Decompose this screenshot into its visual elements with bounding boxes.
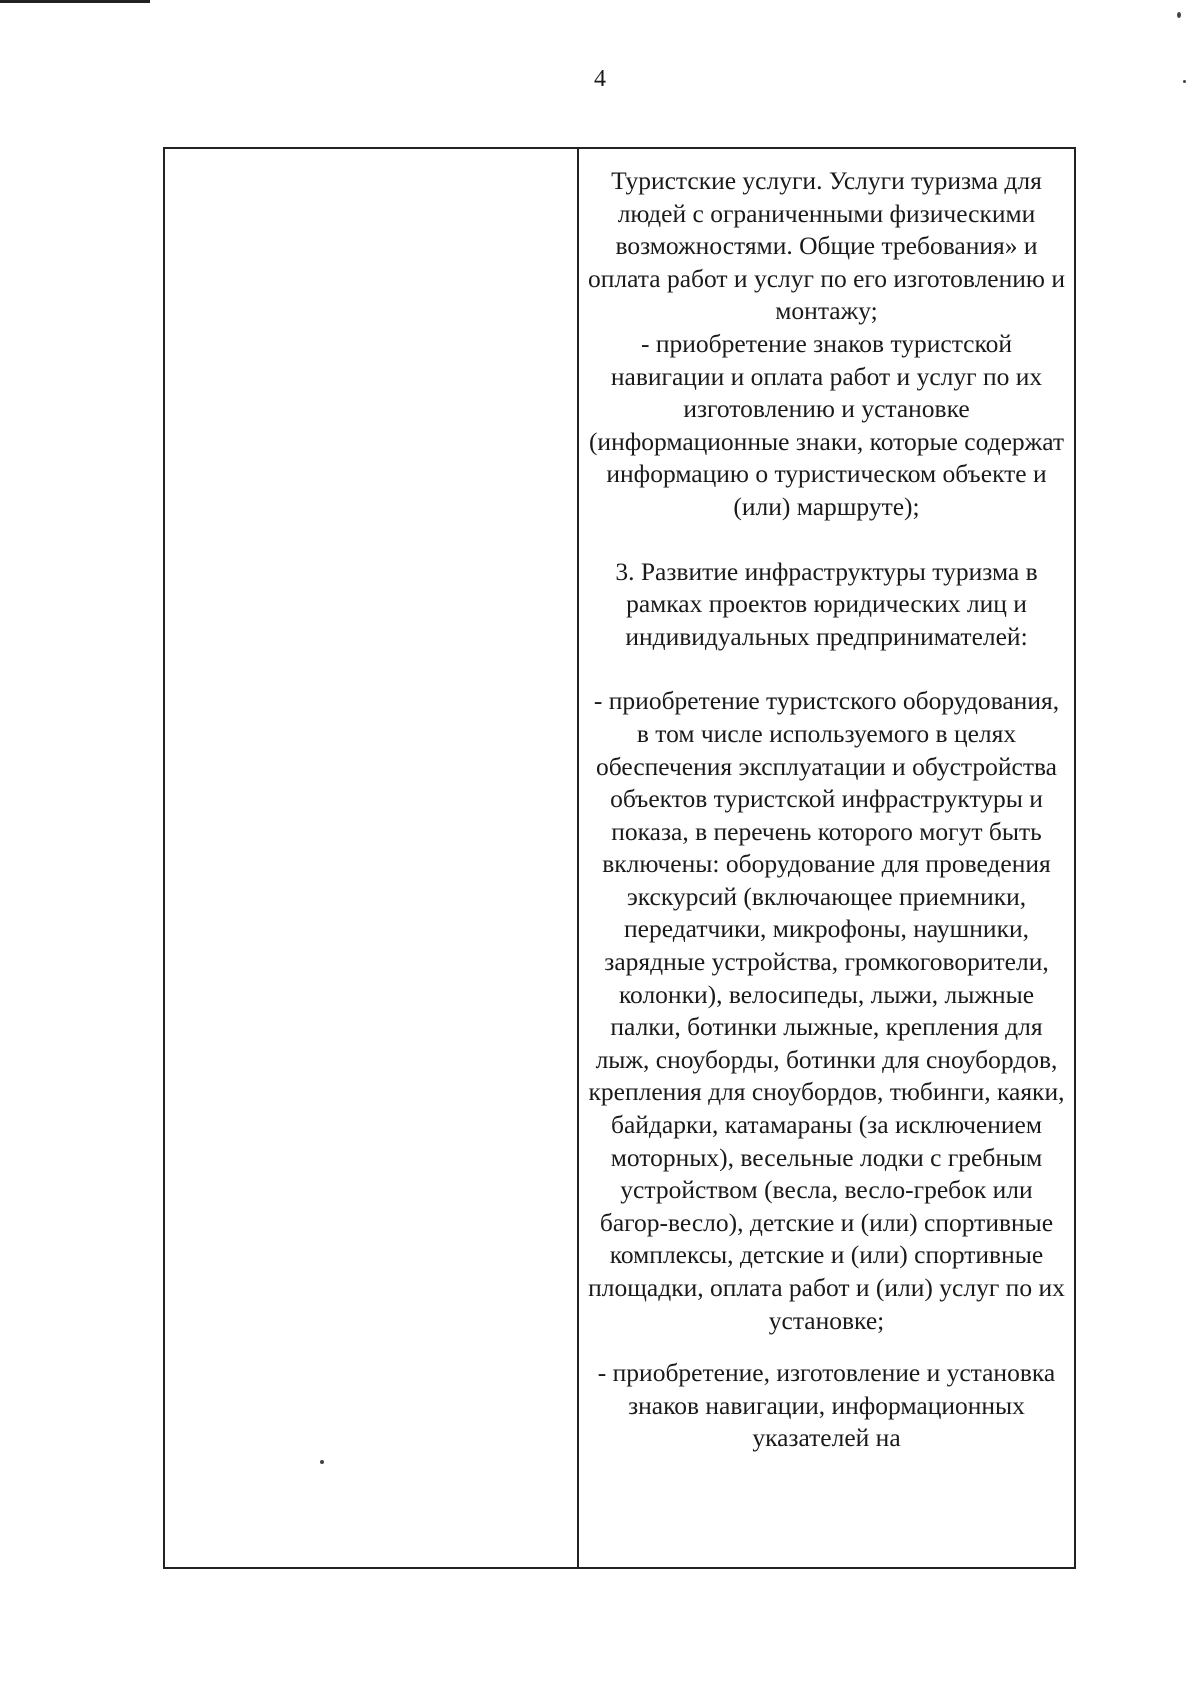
paragraph-navigation-installation: - приобретение, изготовление и установка знаков навигации, информационных указателей на: [597, 1358, 1056, 1453]
table-cell-left: [165, 149, 579, 1567]
scan-corner-mark: [0, 0, 150, 3]
paragraph-tourist-equipment: - приобретение туристского оборудования, в том числе используемого в целях обеспечения эксплуатации и обустройства объектов туристской инфраструктуры и показа, в перечень которого могут быть включены: оборудование для проведения экскурсий (включающее приемники, передатчики, микрофоны, наушники, зарядные устройства, громкоговорители, колонки), велосипеды, лыжи, лыжные палки, ботинки лыжные, крепления для лыж, сноуборды, ботинки для сноубордов, крепления для сноубордов, тюбинги, каяки, байдарки, катамараны (за исключением моторных), весельные лодки с гребным устройством (весла, весло-гребок или багор-весло), детские и (или) спортивные комплексы, детские и (или) спортивные площадки, оплата работ и (или) услуг по их установке;: [588, 686, 1065, 1335]
document-table: [163, 147, 1076, 1569]
paragraph-standard-requirements: Туристские услуги. Услуги туризма для людей с ограниченными физическими возможностями. Общие требования» и оплата работ и услуг по его изготовлению и монтажу;: [588, 166, 1065, 326]
table-cell-right: [579, 149, 1074, 1567]
paragraph-infrastructure-development: 3. Развитие инфраструктуры туризма в рамках проектов юридических лиц и индивидуальных предпринимателей:: [615, 556, 1038, 651]
paragraph-gap: [585, 524, 1068, 556]
paragraph-navigation-signs: - приобретение знаков туристской навигации и оплата работ и услуг по их изготовлению и установке (информационные знаки, которые содержат информацию о туристическом объекте и (или) маршруте);: [588, 328, 1065, 521]
paragraph-gap: [585, 653, 1068, 685]
paragraph-gap: [585, 1337, 1068, 1357]
page-number: 4: [594, 66, 606, 92]
scan-speck: [1177, 12, 1181, 18]
